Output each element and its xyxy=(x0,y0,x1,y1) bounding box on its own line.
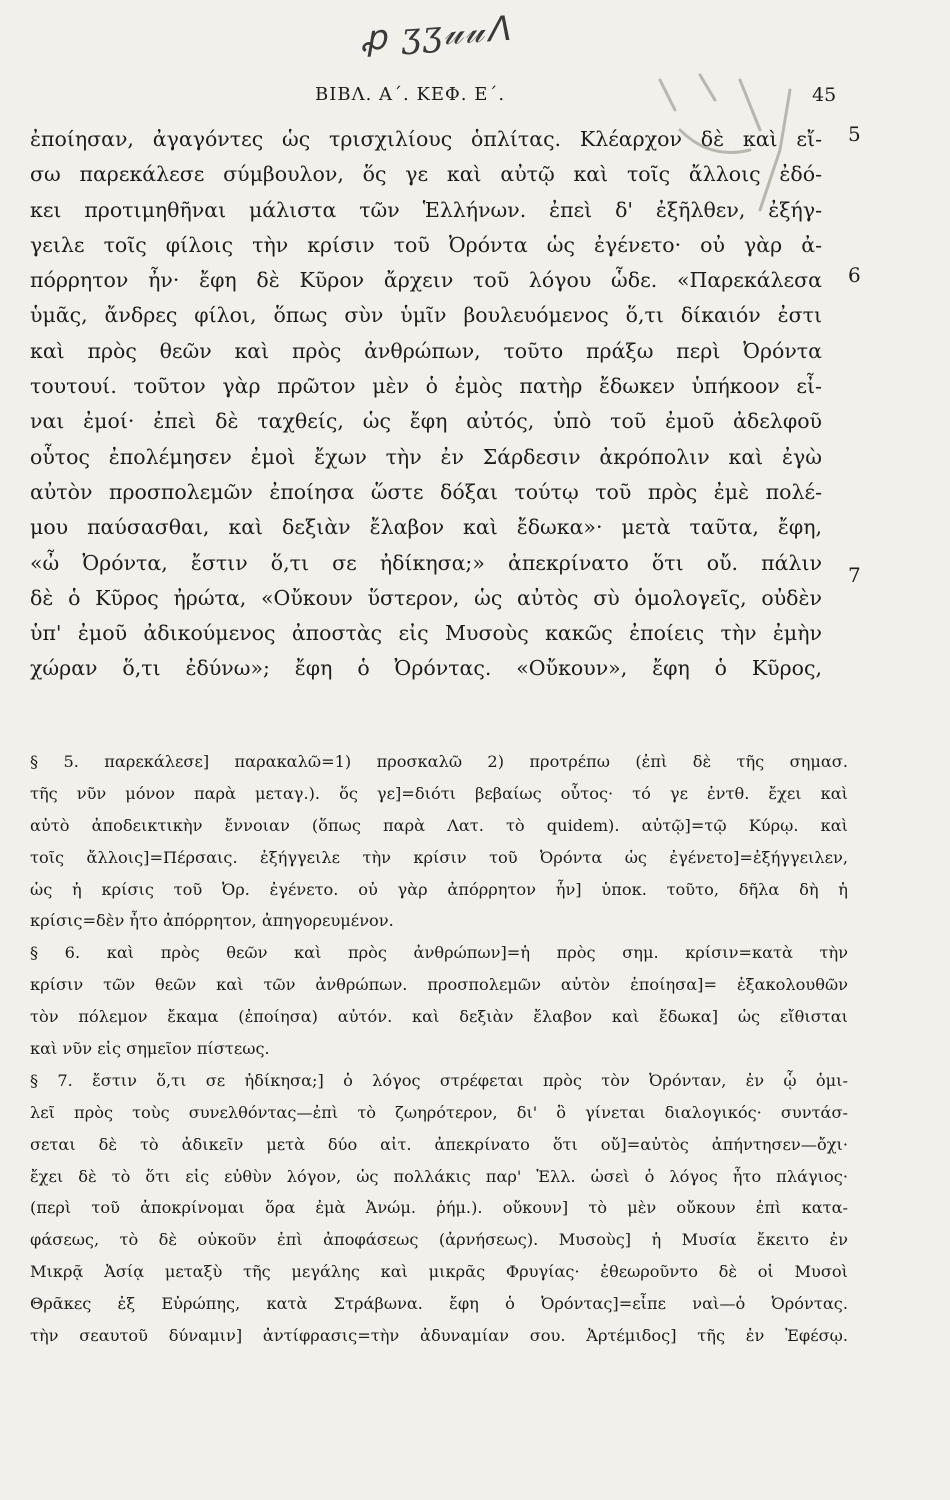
note-line: κρίσις=δὲν ἦτο ἀπόρρητον, ἀπηγορευμένον. xyxy=(30,911,394,931)
margin-section-number: 7 xyxy=(848,563,861,587)
handwritten-note: ꝓ ʒʒ𝓊𝓊ⴷ xyxy=(358,8,513,60)
text-line: γειλε τοῖς φίλοις τὴν κρίσιν τοῦ Ὀρόντα ὡς ἐγένετο· οὐ γὰρ ἀ- xyxy=(30,232,822,257)
text-line: μου παύσασθαι, καὶ δεξιὰν ἔλαβον καὶ ἔδωκα»· μετὰ ταῦτα, ἔφη, xyxy=(30,515,822,540)
text-line: πόρρητον ἦν· ἔφη δὲ Κῦρον ἄρχειν τοῦ λόγου ὧδε. «Παρεκάλεσα xyxy=(30,268,822,293)
margin-section-number: 5 xyxy=(848,122,861,146)
note-line: τὴν σεαυτοῦ δύναμιν] ἀντίφρασις=τὴν ἀδυναμίαν σου. Ἀρτέμιδος] τῆς ἐν Ἐφέσῳ. xyxy=(30,1326,848,1346)
page-number: 45 xyxy=(812,84,837,106)
note-line: κρίσιν τῶν θεῶν καὶ τῶν ἀνθρώπων. προσπολεμῶν αὐτὸν ἐποίησα]= ἐξακολουθῶν xyxy=(30,975,848,995)
text-line: ἐποίησαν, ἀγαγόντες ὡς τρισχιλίους ὁπλίτας. Κλέαρχον δὲ καὶ εἴ- xyxy=(30,127,822,151)
footnotes xyxy=(30,746,848,1352)
note-line: (περὶ τοῦ ἀποκρίνομαι ὅρα ἐμὰ Ἀνώμ. ῥήμ.). οὔκουν] τὸ μὲν οὔκουν ἐπὶ κατα- xyxy=(30,1198,848,1218)
note-line: φάσεως, τὸ δὲ οὐκοῦν ἐπὶ ἀποφάσεως (ἀρνήσεως). Μυσοὺς] ἡ Μυσία ἔκειτο ἐν xyxy=(30,1230,848,1250)
text-line: ὑπ' ἐμοῦ ἀδικούμενος ἀποστὰς εἰς Μυσοὺς κακῶς ἐποίεις τὴν ἐμὴν xyxy=(30,621,822,646)
text-line: τουτουί. τοῦτον γὰρ πρῶτον μὲν ὁ ἐμὸς πατὴρ ἔδωκεν ὑπήκοον εἶ- xyxy=(30,374,822,399)
main-text xyxy=(30,122,861,687)
note-line: ὡς ἡ κρίσις τοῦ Ὀρ. ἐγένετο. οὐ γὰρ ἀπόρρητον ἦν] ὑποκ. τοῦτο, δῆλα δὴ ἡ xyxy=(30,879,848,899)
note-line: Μικρᾷ Ἀσίᾳ μεταξὺ τῆς μεγάλης καὶ μικρᾶς Φρυγίας· ἐθεωροῦντο δὲ οἱ Μυσοὶ xyxy=(30,1262,848,1282)
text-line: χώραν ὅ,τι ἐδύνω»; ἔφη ὁ Ὀρόντας. «Οὔκουν», ἔφη ὁ Κῦρος, xyxy=(30,656,822,681)
note-line: τὸν πόλεμον ἔκαμα (ἐποίησα) αὐτόν. καὶ δεξιὰν ἔλαβον καὶ ἔδωκα] ὡς εἴθισται xyxy=(30,1007,848,1027)
note-line: § 7. ἔστιν ὅ,τι σε ἠδίκησα;] ὁ λόγος στρέφεται πρὸς τὸν Ὀρόνταν, ἐν ᾧ ὁμι- xyxy=(30,1070,848,1090)
note-line: αὐτὸ ἀποδεικτικὴν ἔννοιαν (ὅπως παρὰ Λατ. τὸ quidem). αὐτῷ]=τῷ Κύρῳ. καὶ xyxy=(30,815,848,835)
note-line: τῆς νῦν μόνον παρὰ μεταγ.). ὅς γε]=διότι βεβαίως οὗτος· τό γε ἐντθ. ἔχει καὶ xyxy=(30,783,848,803)
note-line: τοῖς ἄλλοις]=Πέρσαις. ἐξήγγειλε τὴν κρίσιν τοῦ Ὀρόντα ὡς ἐγένετο]=ἐξήγγειλεν, xyxy=(30,847,848,867)
note-line: καὶ νῦν εἰς σημεῖον πίστεως. xyxy=(30,1039,270,1059)
text-line: οὗτος ἐπολέμησεν ἐμοὶ ἔχων τὴν ἐν Σάρδεσιν ἀκρόπολιν καὶ ἐγὼ xyxy=(30,444,822,469)
note-line: § 6. καὶ πρὸς θεῶν καὶ πρὸς ἀνθρώπων]=ἡ πρὸς σημ. κρίσιν=κατὰ τὴν xyxy=(30,943,848,963)
running-head: ΒΙΒΛ. Α΄. ΚΕΦ. Ε΄. xyxy=(315,84,506,105)
note-line: Θρᾶκες ἐξ Εὐρώπης, κατὰ Στράβωνα. ἔφη ὁ Ὀρόντας]=εἶπε ναὶ—ὁ Ὀρόντας. xyxy=(30,1294,848,1314)
text-line: καὶ πρὸς θεῶν καὶ πρὸς ἀνθρώπων, τοῦτο πράξω περὶ Ὀρόντα xyxy=(30,338,822,363)
text-line: ναι ἐμοί· ἐπεὶ δὲ ταχθείς, ὡς ἔφη αὐτός, ὑπὸ τοῦ ἐμοῦ ἀδελφοῦ xyxy=(30,409,822,434)
text-line: δὲ ὁ Κῦρος ἠρώτα, «Οὔκουν ὕστερον, ὡς αὐτὸς σὺ ὁμολογεῖς, οὐδὲν xyxy=(30,585,822,610)
note-line: λεῖ πρὸς τοὺς συνελθόντας—ἐπὶ τὸ ζωηρότερον, δι' ὃ γίνεται διαλογικός· συντάσ- xyxy=(30,1102,848,1122)
text-line: αὐτὸν προσπολεμῶν ἐποίησα ὥστε δόξαι τούτῳ τοῦ πρὸς ἐμὲ πολέ- xyxy=(30,479,822,504)
page-header xyxy=(0,84,950,112)
text-line: «ὦ Ὀρόντα, ἔστιν ὅ,τι σε ἠδίκησα;» ἀπεκρίνατο ὅτι οὔ. πάλιν xyxy=(30,550,822,575)
text-line: κει προτιμηθῆναι μάλιστα τῶν Ἑλλήνων. ἐπεὶ δ' ἐξῆλθεν, ἐξήγ- xyxy=(30,197,822,222)
note-line: ἔχει δὲ τὸ ὅτι εἰς εὐθὺν λόγον, ὡς πολλάκις παρ' Ἑλλ. ὡσεὶ ὁ λόγος ἦτο πλάγιος· xyxy=(30,1166,848,1186)
note-line: σεται δὲ τὸ ἀδικεῖν μετὰ δύο αἰτ. ἀπεκρίνατο ὅτι οὔ]=αὐτὸς ἀπήντησεν—ὄχι· xyxy=(30,1134,848,1154)
note-line: § 5. παρεκάλεσε] παρακαλῶ=1) προσκαλῶ 2) προτρέπω (ἐπὶ δὲ τῆς σημασ. xyxy=(30,752,848,771)
text-line: σω παρεκάλεσε σύμβουλον, ὅς γε καὶ αὐτῷ καὶ τοῖς ἄλλοις ἐδό- xyxy=(30,162,822,187)
margin-section-number: 6 xyxy=(848,263,861,287)
text-line: ὑμᾶς, ἄνδρες φίλοι, ὅπως σὺν ὑμῖν βουλευόμενος ὅ,τι δίκαιόν ἐστι xyxy=(30,303,822,328)
